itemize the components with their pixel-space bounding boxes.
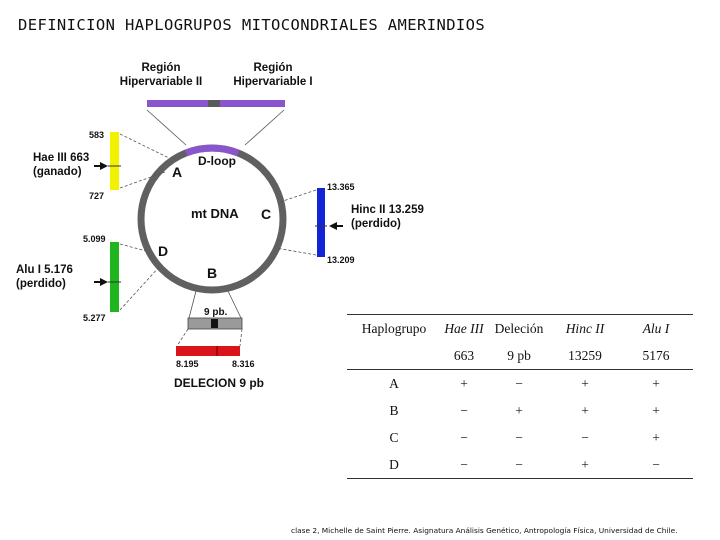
table-cell: +	[652, 429, 660, 445]
footer-credit: clase 2, Michelle de Saint Pierre. Asignatura Análisis Genético, Antropología Física, Universidad de Chile.	[291, 526, 678, 535]
table-cell: +	[652, 402, 660, 418]
table-row	[347, 370, 693, 398]
hinc-ii-pos-top: 13.365	[327, 182, 355, 192]
table-subheader-cell: 9 pb	[487, 342, 551, 370]
deletion-connector-left	[177, 329, 188, 346]
table-row	[347, 451, 693, 479]
alu-i-pos-bottom: 5.277	[83, 313, 106, 323]
hae-iii-zoom-bottom	[120, 172, 165, 188]
mtdna-label: mt DNA	[191, 206, 239, 221]
hae-iii-label-line1: Hae III 663	[33, 152, 90, 164]
table-cell: B	[389, 402, 399, 418]
table-row	[347, 397, 693, 424]
haplogroup-c-label: C	[261, 206, 272, 222]
hypervariable-bar-gap	[208, 100, 220, 107]
hae-iii-arrow-icon	[100, 162, 108, 170]
hinc-ii-zoom-bottom	[276, 248, 316, 255]
hinc-ii-bar	[317, 188, 325, 257]
hinc-ii-zoom-top	[280, 190, 316, 202]
haplogroup-b-label: B	[207, 265, 218, 281]
alu-i-label-line2: (perdido)	[16, 278, 66, 290]
table-cell: −	[581, 429, 589, 445]
table-cell: −	[487, 451, 551, 479]
deletion-size-label: 9 pb.	[204, 307, 228, 318]
table-cell: +	[581, 402, 589, 418]
alu-i-zoom-bottom	[120, 266, 160, 310]
deletion-center-mark	[211, 319, 218, 328]
table-subheader-cell: 13259	[551, 342, 619, 370]
table-cell: +	[460, 375, 468, 391]
table-cell: +	[551, 451, 619, 479]
haplogroup-d-label: D	[158, 243, 169, 259]
hinc-ii-label-line2: (perdido)	[351, 218, 401, 230]
table-cell: C	[389, 429, 399, 445]
region-hv2-label-line1: Región	[141, 62, 181, 74]
table-header-row	[347, 315, 693, 343]
table-cell: +	[581, 375, 589, 391]
page-title: DEFINICION HAPLOGRUPOS MITOCONDRIALES AMERINDIOS	[18, 16, 486, 34]
table-subheader-row	[347, 342, 693, 370]
zoom-line-left	[147, 110, 186, 145]
table-cell: −	[515, 429, 523, 445]
table-cell: −	[460, 402, 468, 418]
table-subheader-cell: 663	[441, 342, 487, 370]
table-subheader-cell: 5176	[619, 342, 693, 370]
deletion-pos-right: 8.316	[232, 359, 255, 369]
table-cell: A	[389, 375, 399, 391]
deletion-pos-left: 8.195	[176, 359, 199, 369]
deletion-connector-right	[240, 329, 242, 346]
hinc-ii-pos-bottom: 13.209	[327, 255, 355, 265]
table-cell: −	[441, 451, 487, 479]
deletion-zoom-right	[228, 291, 241, 318]
table-cell: −	[619, 451, 693, 479]
haplogroup-table	[347, 314, 693, 479]
table-header-hae: Hae III	[441, 315, 487, 343]
hae-iii-pos-top: 583	[89, 130, 105, 140]
table-cell: D	[347, 451, 441, 479]
alu-i-pos-top: 5.099	[83, 234, 106, 244]
zoom-line-right	[245, 110, 284, 145]
region-hv1-label-line1: Región	[253, 62, 293, 74]
hinc-ii-arrow-icon	[329, 222, 337, 230]
hinc-ii-label-line1: Hinc II 13.259	[351, 204, 424, 216]
table-header-alu: Alu I	[619, 315, 693, 343]
table-header-deletion: Deleción	[487, 315, 551, 343]
dloop-arc	[186, 148, 238, 153]
table-header-hinc: Hinc II	[551, 315, 619, 343]
table-row	[347, 424, 693, 451]
alu-i-bar	[110, 242, 119, 312]
alu-i-label-line1: Alu I 5.176	[16, 264, 73, 276]
haplogroup-a-label: A	[172, 164, 183, 180]
deletion-red-bar	[176, 346, 240, 356]
table-cell: +	[652, 375, 660, 391]
hae-iii-label-line2: (ganado)	[33, 166, 82, 178]
region-hv1-label-line2: Hipervariable I	[233, 76, 313, 88]
deletion-title: DELECION 9 pb	[174, 376, 265, 390]
alu-i-arrow-icon	[100, 278, 108, 286]
hae-iii-pos-bottom: 727	[89, 191, 105, 201]
table-subheader-cell	[347, 342, 441, 370]
table-cell: −	[460, 429, 468, 445]
hae-iii-zoom-top	[120, 134, 169, 158]
table-header-haplogroup: Haplogrupo	[347, 315, 441, 343]
deletion-zoom-left	[189, 291, 196, 318]
hae-iii-bar	[110, 132, 119, 190]
table-cell: +	[515, 402, 523, 418]
region-hv2-label-line2: Hipervariable II	[119, 76, 203, 88]
dloop-label: D-loop	[198, 154, 236, 168]
table-cell: −	[515, 375, 523, 391]
